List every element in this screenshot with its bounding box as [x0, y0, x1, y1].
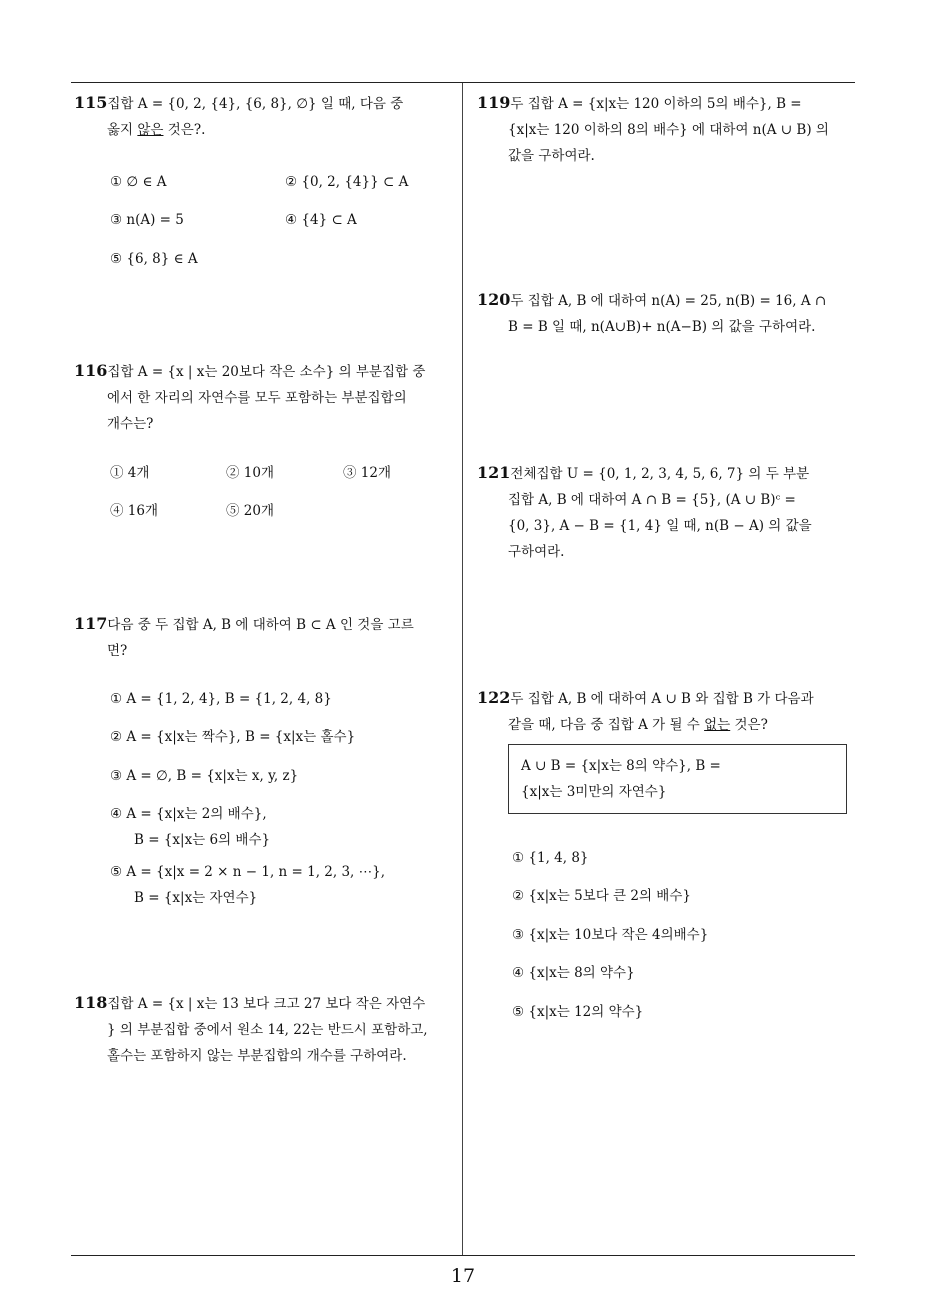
underlined-word: 없는	[704, 717, 731, 733]
problem-120	[477, 287, 859, 340]
problem-number: 115	[74, 93, 108, 112]
problem-122-line-1: 122두 집합 A, B 에 대하여 A ∪ B 와 집합 B 가 다음과	[477, 688, 814, 707]
top-rule	[71, 82, 855, 83]
problem-118-line-3: 홀수는 포함하지 않는 부분집합의 개수를 구하여라.	[107, 1048, 407, 1064]
problem-119	[477, 90, 859, 169]
problem-117	[74, 611, 454, 664]
problem-118-line-1: 118집합 A = {x | x는 13 보다 크고 27 보다 작은 자연수	[74, 993, 426, 1012]
problem-120-line-1: 120두 집합 A, B 에 대하여 n(A) = 25, n(B) = 16, A ∩	[477, 290, 827, 309]
given-conditions-box	[508, 744, 847, 814]
choice-117-1[interactable]: ① A = {1, 2, 4}, B = {1, 2, 4, 8}	[110, 691, 332, 707]
problem-118	[74, 990, 458, 1069]
problem-number: 119	[477, 93, 511, 112]
problem-119-line-2: {x|x는 120 이하의 8의 배수} 에 대하여 n(A ∪ B) 의	[508, 122, 829, 138]
problem-116-line-2: 에서 한 자리의 자연수를 모두 포함하는 부분집합의	[107, 390, 407, 406]
problem-number: 116	[74, 361, 108, 380]
problem-117-line-2: 면?	[107, 643, 128, 659]
choice-122-1[interactable]: ① {1, 4, 8}	[512, 850, 589, 866]
problem-number: 118	[74, 993, 108, 1012]
choice-115-2[interactable]: ② {0, 2, {4}} ⊂ A	[285, 174, 409, 190]
problem-121-line-1: 121전체집합 U = {0, 1, 2, 3, 4, 5, 6, 7} 의 두 부분	[477, 463, 810, 482]
choice-117-4[interactable]: ④ A = {x|x는 2의 배수},	[110, 806, 267, 822]
problem-number: 122	[477, 688, 511, 707]
problem-116-line-3: 개수는?	[107, 416, 154, 432]
choice-122-4[interactable]: ④ {x|x는 8의 약수}	[512, 965, 635, 981]
problem-115-line-1: 115집합 A = {0, 2, {4}, {6, 8}, ∅} 일 때, 다음 중	[74, 93, 404, 112]
problem-115	[74, 90, 454, 143]
problem-116-line-1: 116집합 A = {x | x는 20보다 작은 소수} 의 부분집합 중	[74, 361, 426, 380]
problem-119-line-3: 값을 구하여라.	[508, 148, 595, 164]
choice-117-5[interactable]: ⑤ A = {x|x = 2 × n − 1, n = 1, 2, 3, ⋯},	[110, 864, 386, 880]
choice-116-3[interactable]: ③ 12개	[343, 465, 392, 481]
choice-116-1[interactable]: ① 4개	[110, 465, 150, 481]
problem-116	[74, 358, 454, 437]
problem-117-line-1: 117다음 중 두 집합 A, B 에 대하여 B ⊂ A 인 것을 고르	[74, 614, 414, 633]
choice-117-3[interactable]: ③ A = ∅, B = {x|x는 x, y, z}	[110, 768, 299, 784]
problem-120-line-2: B = B 일 때, n(A∪B)+ n(A−B) 의 값을 구하여라.	[508, 319, 816, 335]
problem-122-line-2: 같을 때, 다음 중 집합 A 가 될 수 없는 것은?	[508, 717, 768, 733]
choice-115-5[interactable]: ⑤ {6, 8} ∈ A	[110, 251, 198, 267]
problem-121-line-2: 집합 A, B 에 대하여 A ∩ B = {5}, (A ∪ B)ᶜ =	[508, 492, 796, 508]
choice-117-4-cont: B = {x|x는 6의 배수}	[134, 832, 271, 848]
choice-116-4[interactable]: ④ 16개	[110, 503, 159, 519]
underlined-word: 않은	[137, 122, 164, 138]
column-divider	[462, 83, 463, 1255]
choice-117-5-cont: B = {x|x는 자연수}	[134, 890, 258, 906]
problem-number: 117	[74, 614, 108, 633]
choice-122-2[interactable]: ② {x|x는 5보다 큰 2의 배수}	[512, 888, 691, 904]
choice-115-4[interactable]: ④ {4} ⊂ A	[285, 212, 357, 228]
choice-115-1[interactable]: ① ∅ ∈ A	[110, 174, 167, 190]
choice-117-2[interactable]: ② A = {x|x는 짝수}, B = {x|x는 홀수}	[110, 729, 356, 745]
bottom-rule	[71, 1255, 855, 1256]
problem-121-line-3: {0, 3}, A − B = {1, 4} 일 때, n(B − A) 의 값을	[508, 518, 812, 534]
problem-122	[477, 685, 859, 738]
problem-number: 120	[477, 290, 511, 309]
choice-115-3[interactable]: ③ n(A) = 5	[110, 212, 184, 228]
choice-116-2[interactable]: ② 10개	[226, 465, 275, 481]
box-line-1: A ∪ B = {x|x는 8의 약수}, B =	[521, 758, 721, 774]
choice-116-5[interactable]: ⑤ 20개	[226, 503, 275, 519]
problem-119-line-1: 119두 집합 A = {x|x는 120 이하의 5의 배수}, B =	[477, 93, 802, 112]
problem-121	[477, 460, 859, 565]
box-line-2: {x|x는 3미만의 자연수}	[521, 784, 667, 800]
problem-number: 121	[477, 463, 511, 482]
choice-122-3[interactable]: ③ {x|x는 10보다 작은 4의배수}	[512, 927, 709, 943]
problem-115-line-2: 옳지 않은 것은?.	[107, 122, 206, 138]
problem-121-line-4: 구하여라.	[508, 544, 565, 560]
page-number: 17	[450, 1265, 476, 1287]
choice-122-5[interactable]: ⑤ {x|x는 12의 약수}	[512, 1004, 644, 1020]
problem-118-line-2: } 의 부분집합 중에서 원소 14, 22는 반드시 포함하고,	[107, 1022, 428, 1038]
